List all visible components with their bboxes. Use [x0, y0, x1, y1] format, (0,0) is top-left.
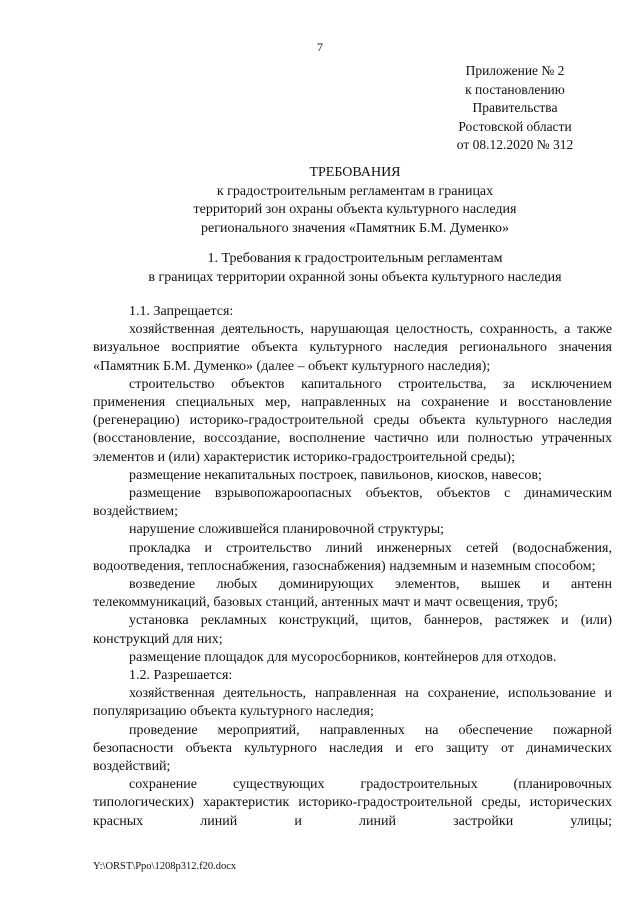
clause-heading: 1.1. Запрещается: — [129, 304, 234, 319]
paragraph: нарушение сложившейся планировочной структуры; — [129, 522, 444, 538]
paragraph: возведение любых доминирующих элементов, вышек и антенн телекоммуникаций, базовых станций, антенных мачт и мачт освещения, труб; — [93, 577, 612, 611]
paragraph: хозяйственная деятельность, нарушающая целостность, сохранность, а также визуальное восприятие объекта культурного наследия регионального значения «Памятник Б.М. Думенко» (далее – объект культурного наследия); — [93, 322, 612, 374]
document-title — [95, 164, 615, 238]
paragraph: хозяйственная деятельность, направленная на сохранение, использование и популяризацию объекта культурного наследия; — [93, 686, 612, 720]
paragraph: размещение некапитальных построек, павильонов, киосков, навесов; — [129, 467, 542, 483]
document-body — [93, 303, 612, 831]
paragraph: размещение площадок для мусоросборников, контейнеров для отходов. — [129, 649, 557, 665]
file-path-footer: Y:\ORST\Ppo\1208p312.f20.docx — [93, 861, 237, 872]
paragraph: сохранение существующих градостроительных (планировочных типологических) характеристик историко-градостроительной среды, исторических красных линий и линий застройки улицы; — [93, 777, 612, 829]
appendix-line: Ростовской области — [458, 118, 572, 134]
title-subline: территорий зон охраны объекта культурного наследия — [193, 202, 517, 217]
title-main: ТРЕБОВАНИЯ — [309, 165, 401, 180]
paragraph: размещение взрывопожароопасных объектов, объектов с динамическим воздействием; — [93, 486, 612, 520]
appendix-line: Приложение № 2 — [465, 63, 565, 78]
appendix-line: Правительства — [472, 100, 558, 115]
paragraph: установка рекламных конструкций, щитов, баннеров, растяжек и (или) конструкций для них; — [93, 613, 612, 647]
section-heading-line: в границах территории охранной зоны объекта культурного наследия — [148, 269, 562, 285]
appendix-line: к постановлению — [465, 81, 565, 97]
appendix-header — [420, 62, 610, 155]
paragraph: проведение мероприятий, направленных на обеспечение пожарной безопасности объекта культурного наследия и его защиту от динамических воздействий; — [93, 722, 612, 775]
section-heading-line: 1. Требования к градостроительным регламентам — [207, 251, 503, 266]
paragraph: прокладка и строительство линий инженерных сетей (водоснабжения, водоотведения, теплоснабжения, газоснабжения) надземным и наземным способом; — [93, 540, 612, 574]
paragraph: строительство объектов капитального строительства, за исключением применения специальных мер, направленных на сохранение и восстановление (регенерацию) историко-градостроительной среды объекта культурного наследия (восстановление, воссоздание, восполнение частично или полностью утраченных элементов и (или) характеристик историко-градостроительной среды); — [93, 376, 612, 465]
title-subline: регионального значения «Памятник Б.М. Думенко» — [201, 220, 509, 236]
clause-heading: 1.2. Разрешается: — [129, 668, 233, 684]
appendix-line: от 08.12.2020 № 312 — [456, 137, 574, 152]
title-subline: к градостроительным регламентам в границах — [216, 183, 494, 199]
section-heading — [95, 250, 615, 287]
page-number: 7 — [317, 40, 323, 54]
